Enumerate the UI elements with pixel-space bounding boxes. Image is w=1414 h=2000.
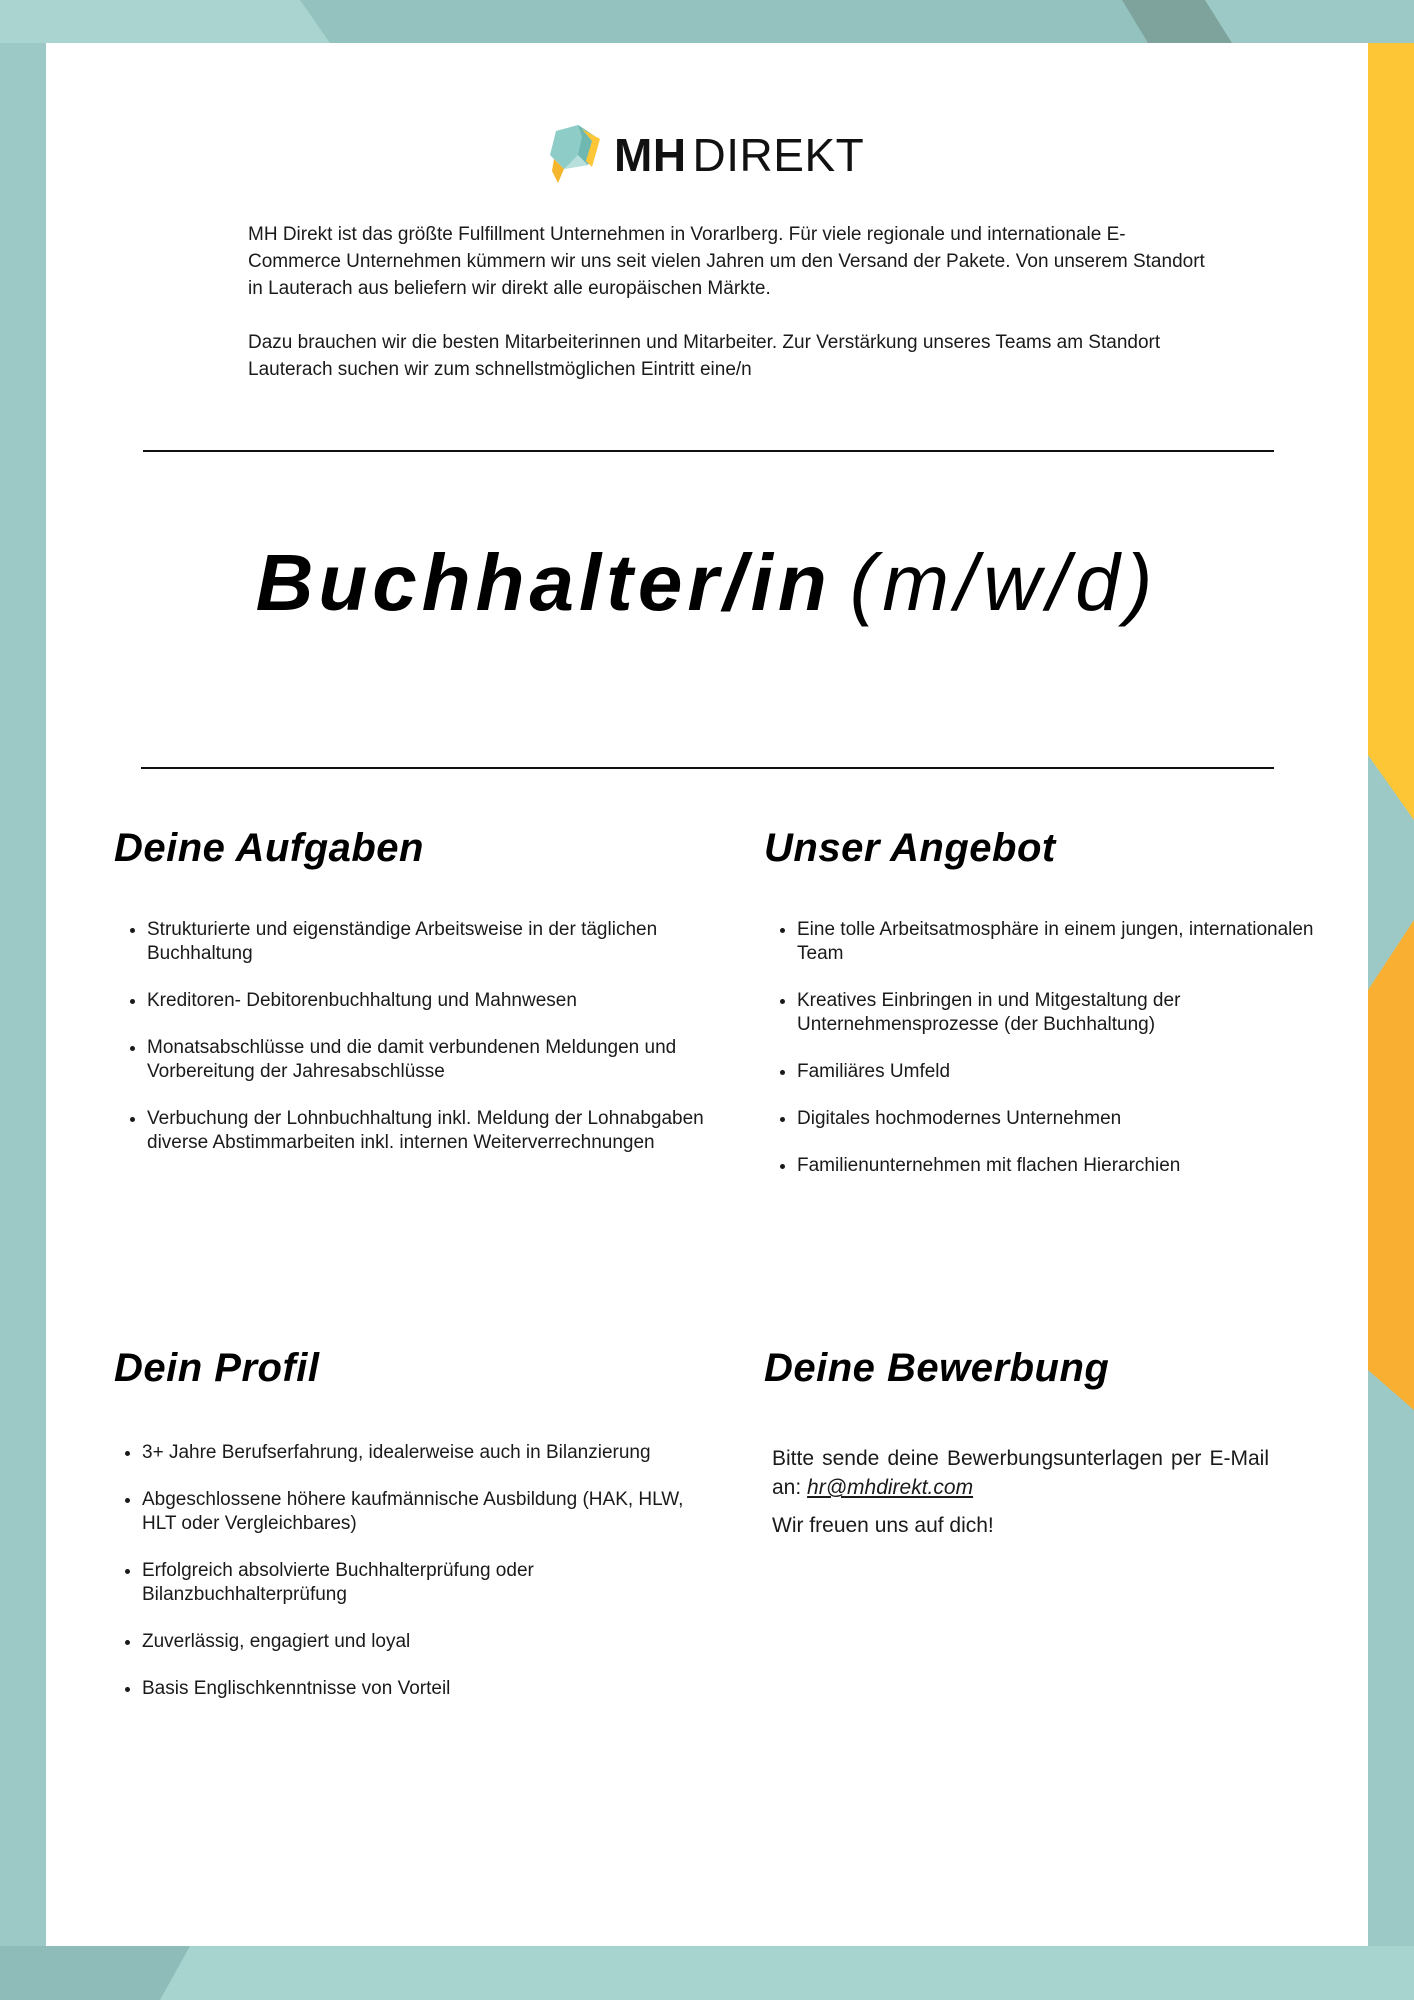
mh-direkt-cube-logo-icon [548,125,604,185]
aufgaben-list [114,918,704,1155]
logo-brand-bold: MH [614,129,687,181]
job-title [46,533,1368,633]
angebot-list [764,918,1354,1178]
list-item: • Kreditoren- Debitorenbuchhaltung und Mahnwesen [147,989,704,1013]
list-item: • Familienunternehmen mit flachen Hierarchien [797,1154,1354,1178]
logo-brand-light: DIREKT [692,129,865,181]
list-item: • 3+ Jahre Berufserfahrung, idealerweise auch in Bilanzierung [142,1441,704,1465]
list-item: • Erfolgreich absolvierte Buchhalterprüfung oder Bilanzbuchhalterprüfung [142,1559,704,1607]
bewerbung-instructions: Bitte sende deine Bewerbungsunterlagen per E-Mail an: [772,1447,1269,1499]
email-link[interactable]: hr@mhdirekt.com [807,1476,974,1499]
divider-top [143,450,1274,452]
divider-bottom [141,767,1274,769]
intro-paragraph-2: Dazu brauchen wir die besten Mitarbeiterinnen und Mitarbeiter. Zur Verstärkung unseres Teams am Standort Lauterach suchen wir zum schnellstmöglichen Eintritt eine/n [248,332,1161,380]
profil-heading: Dein Profil [114,1346,320,1390]
list-item: • Strukturierte und eigenständige Arbeitsweise in der täglichen Buchhaltung [147,918,704,966]
company-logo [548,125,864,185]
list-item: • Abgeschlossene höhere kaufmännische Ausbildung (HAK, HLW, HLT oder Vergleichbares) [142,1488,704,1536]
job-posting-card [46,43,1368,1946]
list-item: • Kreatives Einbringen in und Mitgestaltung der Unternehmensprozesse (der Buchhaltung) [797,989,1354,1037]
list-item: • Eine tolle Arbeitsatmosphäre in einem jungen, internationalen Team [797,918,1354,966]
section-aufgaben [114,823,704,1178]
section-profil [114,1343,704,1724]
list-item: • Verbuchung der Lohnbuchhaltung inkl. Meldung der Lohnabgaben diverse Abstimmarbeiten inkl. internen Weiterverrechnungen [147,1107,704,1155]
job-title-main: Buchhalter/in [255,538,832,627]
intro-paragraph-1: MH Direkt ist das größte Fulfillment Unternehmen in Vorarlberg. Für viele regionale und internationale E-Commerce Unternehmen kümmern wir uns seit vielen Jahren um den Versand der Pakete. Von unserem Standort in Lauterach aus beliefern wir direkt alle europäischen Märkte. [248,224,1205,299]
section-angebot [764,823,1354,1201]
section-bewerbung [764,1343,1354,1540]
job-title-suffix: (m/w/d) [849,538,1159,627]
bewerbung-text [772,1444,1269,1502]
list-item: • Basis Englischkenntnisse von Vorteil [142,1677,704,1701]
list-item: • Zuverlässig, engagiert und loyal [142,1630,704,1654]
intro-text [248,221,1208,410]
list-item: • Familiäres Umfeld [797,1060,1354,1084]
list-item: • Monatsabschlüsse und die damit verbundenen Meldungen und Vorbereitung der Jahresabschlüsse [147,1036,704,1084]
bewerbung-closing: Wir freuen uns auf dich! [772,1514,994,1537]
bewerbung-heading: Deine Bewerbung [764,1346,1110,1390]
angebot-heading: Unser Angebot [764,826,1056,870]
profil-list [114,1441,704,1701]
list-item: • Digitales hochmodernes Unternehmen [797,1107,1354,1131]
aufgaben-heading: Deine Aufgaben [114,826,424,870]
